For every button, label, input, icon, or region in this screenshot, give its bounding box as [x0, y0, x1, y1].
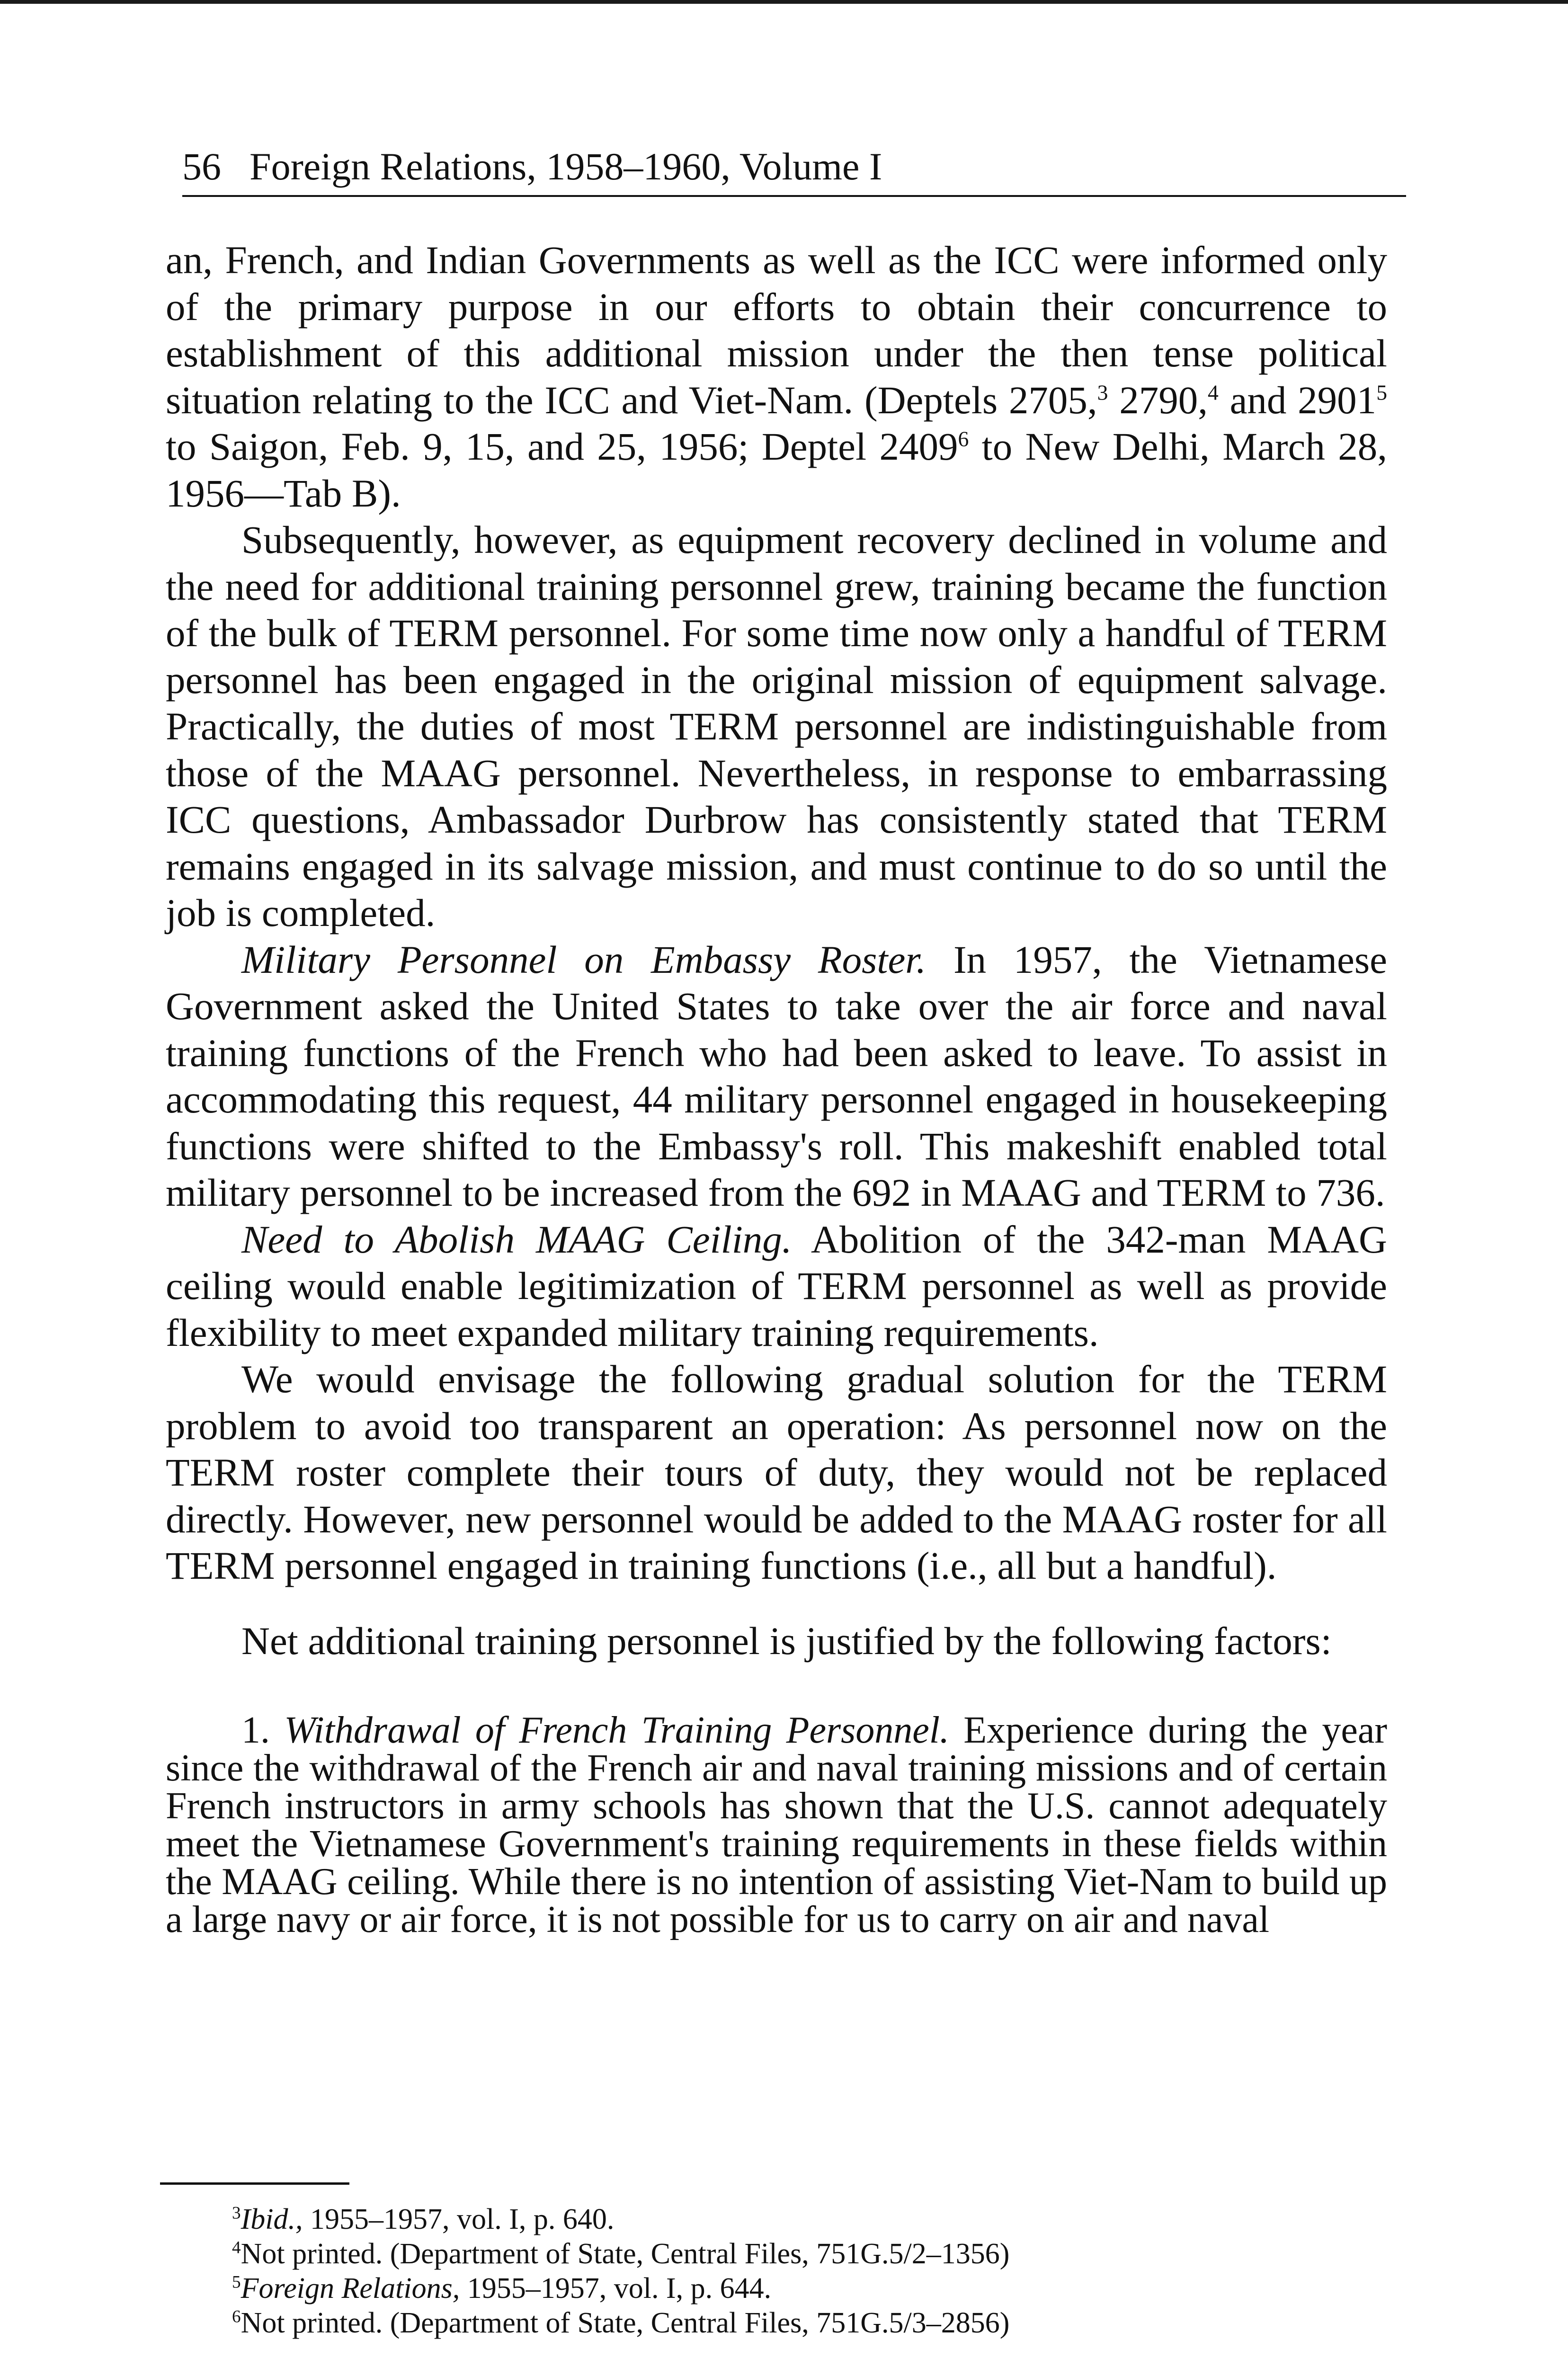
footnote-3: $^3$Ibid., 1955–1957, vol. I, p. 640.	[232, 2203, 615, 2235]
page-number: 56	[182, 145, 221, 188]
footnote-ref-5: 5	[1376, 380, 1388, 404]
footnote-ref-6: 6	[958, 427, 969, 451]
footnotes	[232, 2202, 1368, 2340]
scan-top-edge	[0, 0, 1568, 4]
footnote-ref-3: 3	[1097, 380, 1108, 404]
footnote-4: $^4$Not printed. (Department of State, Central Files, 751G.5/2–1356)	[232, 2238, 1010, 2270]
list-item-number: 1.	[241, 1709, 270, 1751]
running-head-title: Foreign Relations, 1958–1960, Volume I	[249, 145, 882, 188]
list-item-heading: Withdrawal of French Training Personnel.	[284, 1709, 949, 1751]
footnote-ref-4: 4	[1208, 380, 1219, 404]
footnote-6: $^6$Not printed. (Department of State, Central Files, 751G.5/3–2856)	[232, 2307, 1010, 2339]
paragraph-4-heading: Need to Abolish MAAG Ceiling.	[241, 1217, 792, 1261]
footnote-5: $^5$Foreign Relations, 1955–1957, vol. I, p. 644.	[232, 2272, 772, 2305]
body-text	[166, 237, 1387, 1939]
list-item-1: 1. Withdrawal of French Training Personnel. Experience during the year since the withdrawal of the French air and naval training missions and of certain French instructors in army schools has shown that the U.S. cannot adequately meet the Vietnamese Government's training requirements in these fields within the MAAG ceiling. While there is no intention of assisting Viet-Nam to build up a large navy or air force, it is not possible for us to carry on air and naval	[166, 1709, 1387, 1940]
footnote-divider	[160, 2182, 349, 2185]
paragraph-1: an, French, and Indian Governments as well as the ICC were informed only of the primary purpose in our efforts to obtain their concurrence to establishment of this additional mission under the then tense political situation relating to the ICC and Viet-Nam. (Deptels 2705,$^3$ 2790,$^4$ and 2901$^5$ to Saigon, Feb. 9, 15, and 25, 1956; Deptel 2409$^6$ to New Delhi, March 28, 1956—Tab B).	[166, 238, 1388, 515]
paragraph-6: Net additional training personnel is justified by the following factors:	[241, 1619, 1332, 1663]
paragraph-5: We would envisage the following gradual solution for the TERM problem to avoid too transparent an operation: As personnel now on the TERM roster complete their tours of duty, they would not be replaced directly. However, new personnel would be added to the MAAG roster for all TERM personnel engaged in training functions (i.e., all but a handful).	[166, 1357, 1387, 1587]
running-head	[182, 138, 1406, 197]
paragraph-2: Subsequently, however, as equipment recovery declined in volume and the need for additional training personnel grew, training became the function of the bulk of TERM personnel. For some time now only a handful of TERM personnel has been engaged in the original mission of equipment salvage. Practically, the duties of most TERM personnel are indistinguishable from those of the MAAG personnel. Nevertheless, in response to embarrassing ICC questions, Ambassador Durbrow has consistently stated that TERM remains engaged in its salvage mission, and must continue to do so until the job is completed.	[166, 518, 1387, 934]
paragraph-4: Need to Abolish MAAG Ceiling. Abolition of the 342-man MAAG ceiling would enable legitimization of TERM personnel as well as provide flexibility to meet expanded military training requirements.	[166, 1217, 1387, 1354]
paragraph-3-heading: Military Personnel on Embassy Roster.	[241, 937, 927, 981]
paragraph-3: Military Personnel on Embassy Roster. In 1957, the Vietnamese Government asked the United States to take over the air force and naval training functions of the French who had been asked to leave. To assist in accommodating this request, 44 military personnel engaged in housekeeping functions were shifted to the Embassy's roll. This makeshift enabled total military personnel to be increased from the 692 in MAAG and TERM to 736.	[166, 937, 1387, 1214]
